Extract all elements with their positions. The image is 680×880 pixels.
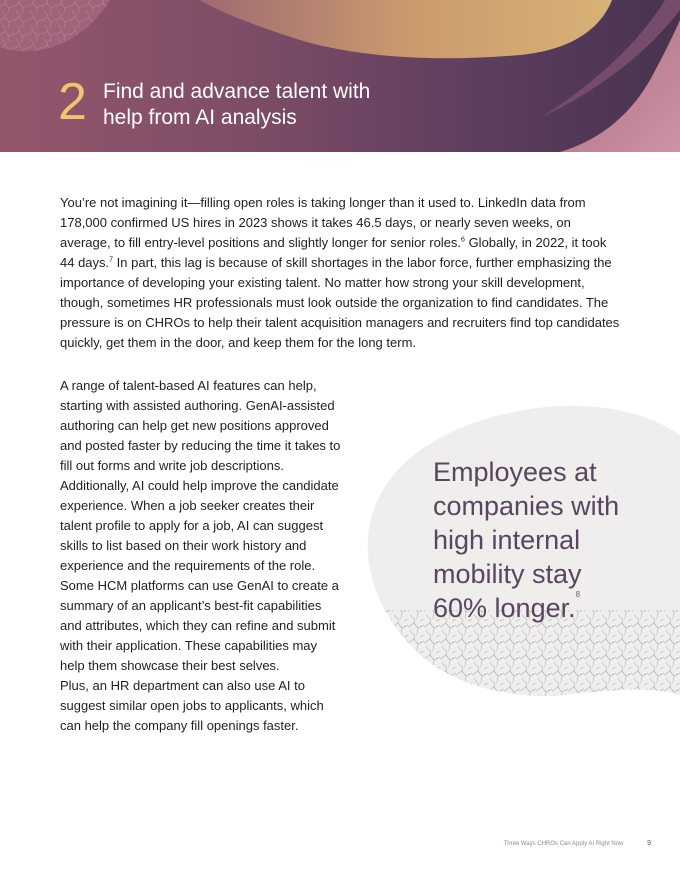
intro-paragraph: [60, 193, 620, 353]
footnote-ref-6: 6: [461, 236, 465, 244]
ai-features-paragraph: A range of talent-based AI features can help, starting with assisted authoring. GenAI-assisted authoring can help get new positions approved and posted faster by reducing the time it takes to fill out forms and write job descriptions. Additionally, AI could help improve the candidate experience. When a job seeker creates their talent profile to apply for a job, AI can suggest skills to list based on their work history and experience and the requirements of the role. Some HCM platforms can use GenAI to create a summary of an applicant’s best-fit capabilities and attributes, which they can refine and submit with their application. These capabilities may help them showcase their best selves.: [60, 378, 341, 673]
pull-quote-text: Employees at companies with high internal mobility stay 60% longer.: [433, 457, 620, 623]
footnote-ref-7: 7: [109, 256, 114, 264]
page-footer: [420, 840, 651, 847]
section-number: 2: [58, 73, 87, 131]
ai-features-column: [60, 376, 342, 736]
intro-text-part-2: Globally, in 2022, it took 44 days.: [60, 235, 607, 270]
section-title: [103, 79, 443, 131]
footnote-ref-8: 8: [575, 590, 581, 599]
intro-text-part-3: In part, this lag is because of skill shortages in the labor force, further emphasizing the importance of developing your existing talent. No matter how strong your skill development, though, sometimes HR professionals must look outside the organization to find candidates. The pressure is on CHROs to help their talent acquisition managers and recruiters find top candidates quickly, get them in the door, and keep them for the long term.: [60, 255, 620, 350]
header-banner: [0, 0, 680, 152]
section-title-line-2: help from AI analysis: [103, 106, 297, 129]
section-title-line-1: Find and advance talent with: [103, 80, 371, 103]
footer-doc-title: Three Ways CHROs Can Apply AI Right Now: [503, 841, 624, 847]
pull-quote: [433, 455, 633, 625]
page-number: 9: [647, 840, 651, 847]
similar-jobs-paragraph: Plus, an HR department can also use AI to suggest similar open jobs to applicants, which can help the company fill openings faster.: [60, 678, 324, 733]
intro-text-part-1: You’re not imagining it—filling open roles is taking longer than it used to. LinkedIn data from 178,000 confirmed US hires in 2023 shows it takes 46.5 days, or nearly seven weeks, on average, to fill entry-level positions and slightly longer for senior roles.: [60, 195, 586, 250]
